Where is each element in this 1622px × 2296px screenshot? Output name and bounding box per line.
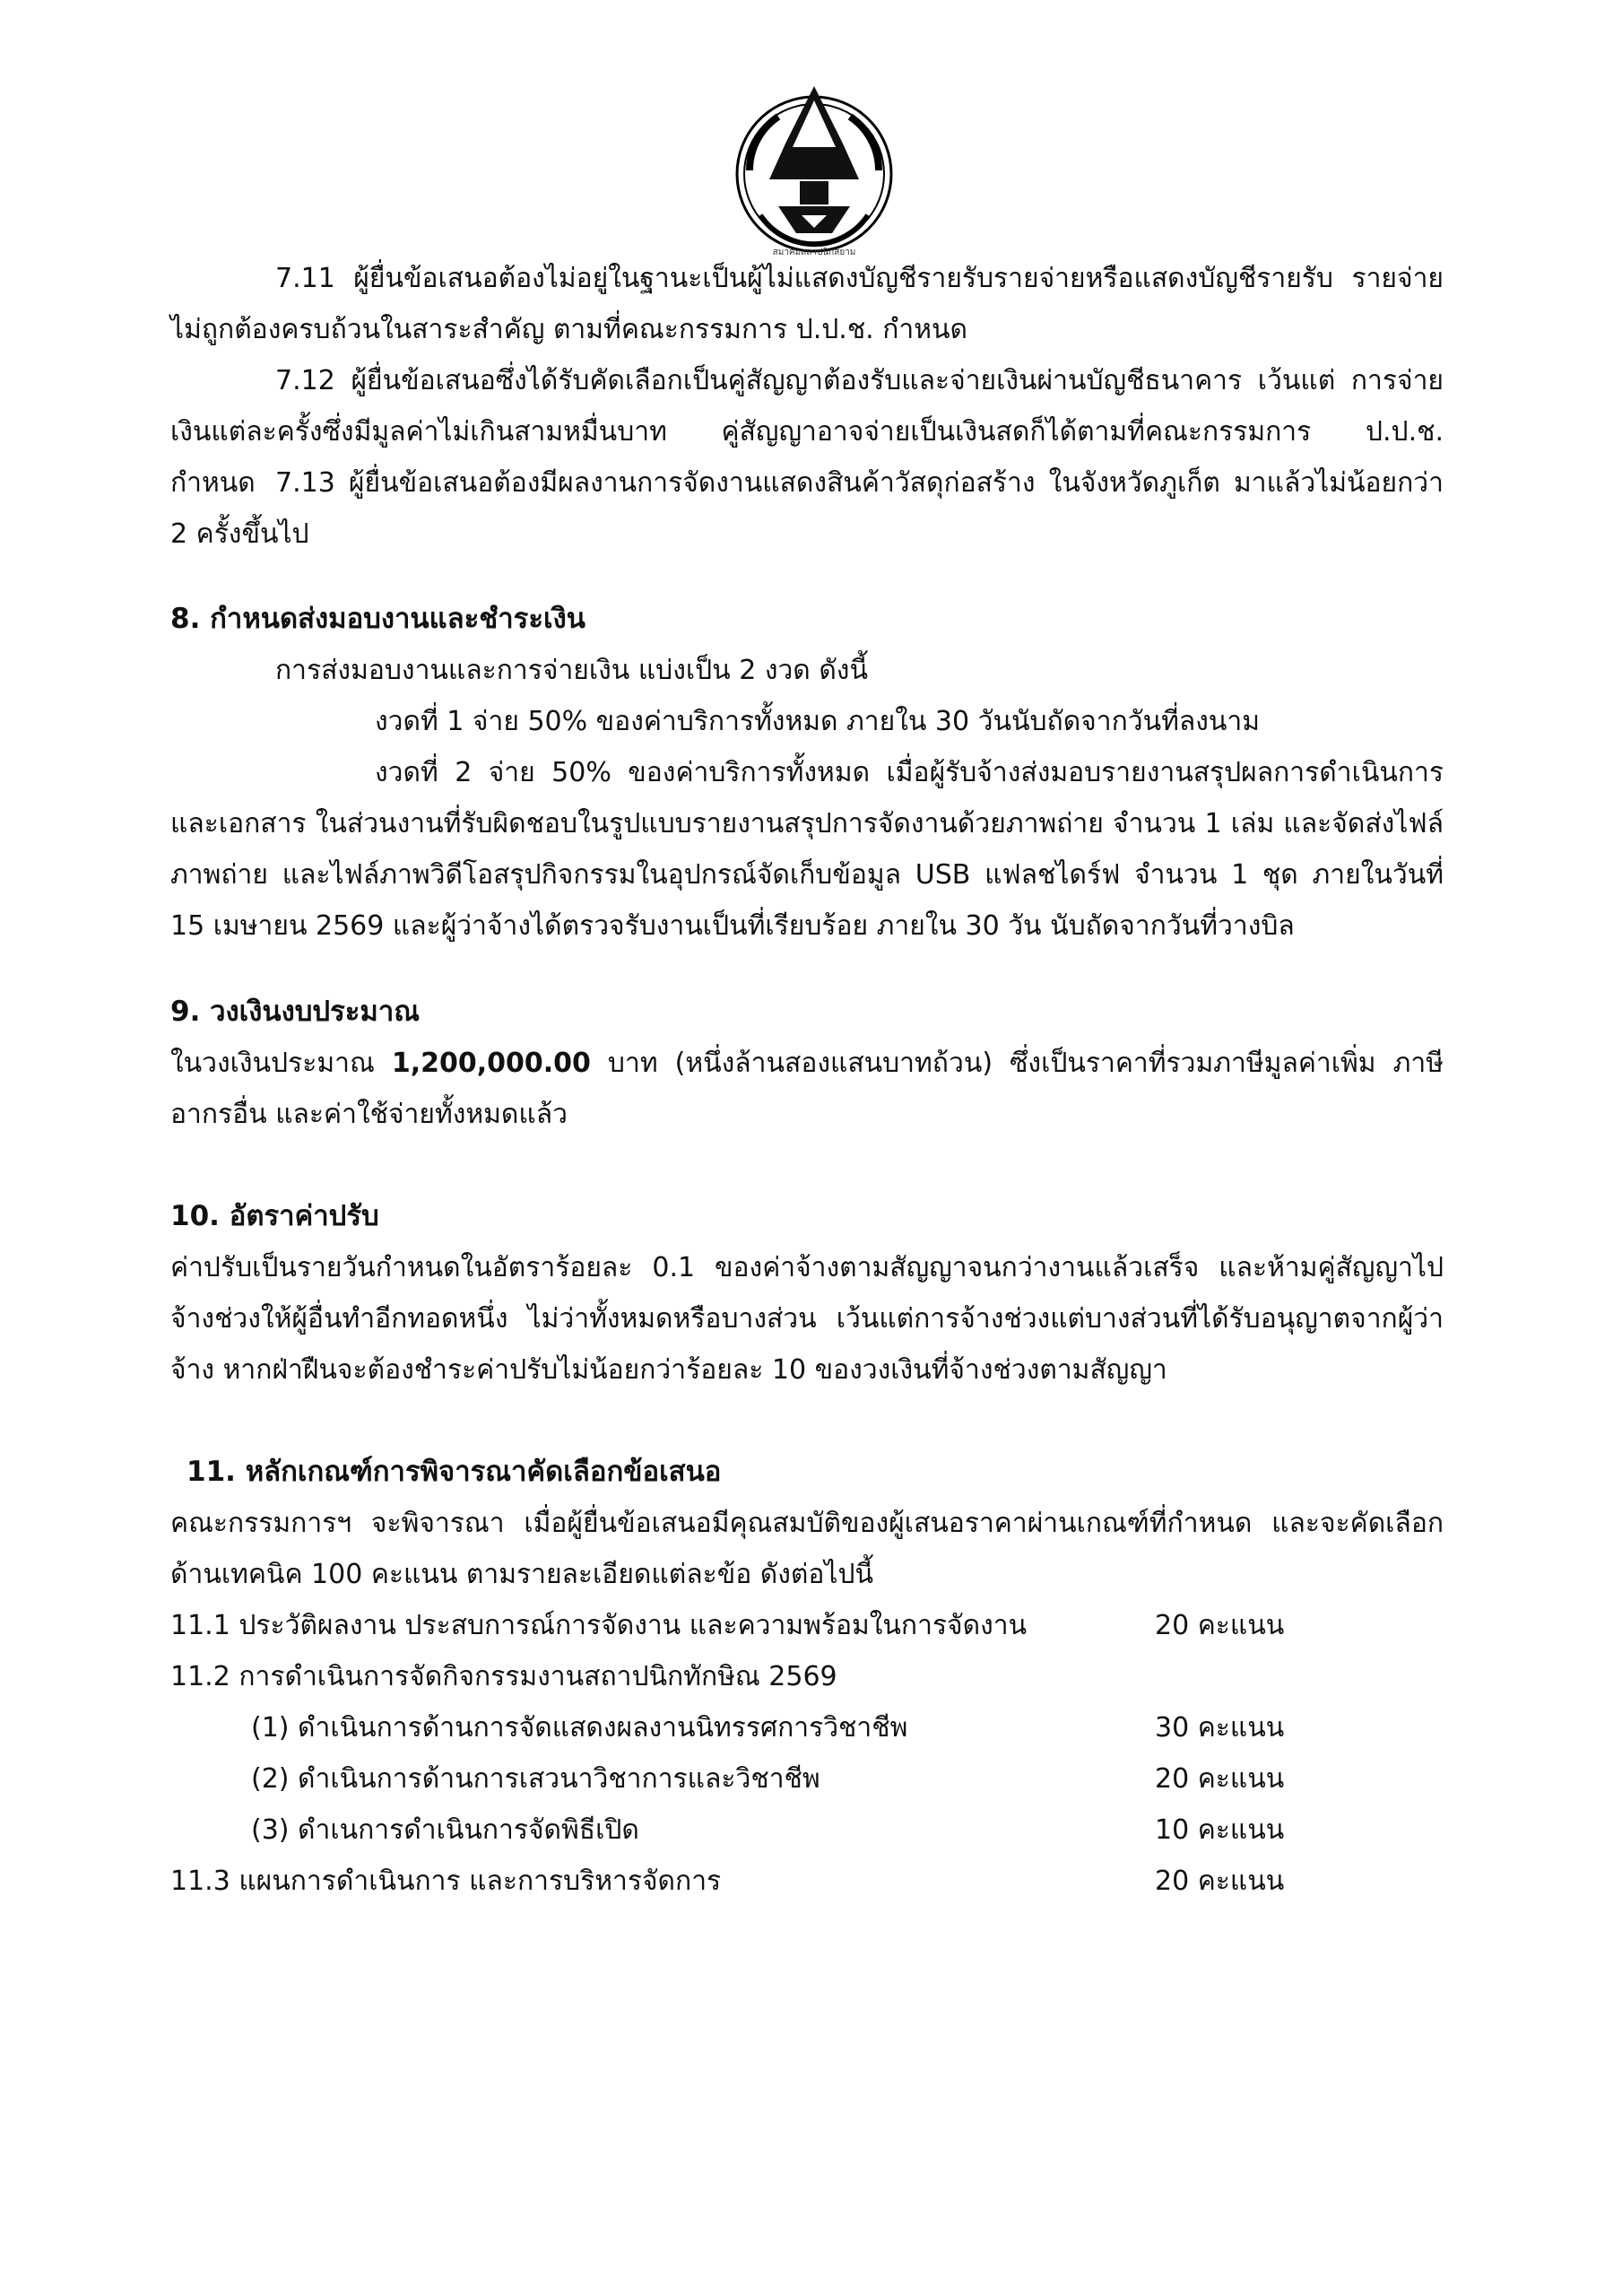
svg-text:สมาคมสถาปนิกสยาม: สมาคมสถาปนิกสยาม <box>772 248 856 257</box>
criterion-11-2-1: (1) ดำเนินการด้านการจัดแสดงผลงานนิทรรศการวิชาชีพ <box>251 1712 908 1744</box>
criterion-11-2-2: (2) ดำเนินการด้านการเสวนาวิชาการและวิชาชีพ <box>251 1763 820 1795</box>
criterion-11-1: 11.1 ประวัติผลงาน ประสบการณ์การจัดงาน และความพร้อมในการจัดงาน <box>170 1610 1028 1641</box>
item-7-12: 7.12 ผู้ยื่นข้อเสนอซึ่งได้รับคัดเลือกเป็นคู่สัญญาต้องรับและจ่ายเงินผ่านบัญชีธนาคาร เว้นแต่ การจ่ายเงินแต่ละครั้งซึ่งมีมูลค่าไม่เกินสามหมื่นบาท คู่สัญญาอาจจ่ายเป็นเงินสดก็ได้ตามที่คณะกรรมการ ป.ป.ช. กำหนด <box>170 365 1444 499</box>
criterion-11-3-score: 20 คะแนน <box>1155 1866 1285 1897</box>
section-8-heading: 8. กำหนดส่งมอบงานและชำระเงิน <box>170 603 585 635</box>
section-8-intro: การส่งมอบงานและการจ่ายเงิน แบ่งเป็น 2 งวด ดังนี้ <box>275 655 868 686</box>
installment-1: งวดที่ 1 จ่าย 50% ของค่าบริการทั้งหมด ภายใน 30 วันนับถัดจากวันที่ลงนาม <box>375 706 1261 737</box>
installment-2: งวดที่ 2 จ่าย 50% ของค่าบริการทั้งหมด เมื่อผู้รับจ้างส่งมอบรายงานสรุปผลการดำเนินการ และเอกสาร ในส่วนงานที่รับผิดชอบในรูปแบบรายงานสรุปการจัดงานด้วยภาพถ่าย จำนวน 1 เล่ม และจัดส่งไฟล์ภาพถ่าย และไฟล์ภาพวิดีโอสรุปกิจกรรมในอุปกรณ์จัดเก็บข้อมูล USB แฟลชไดร์ฟ จำนวน 1 ชุด ภายในวันที่ 15 เมษายน 2569 และผู้ว่าจ้างได้ตรวจรับงานเป็นที่เรียบร้อย ภายใน 30 วัน นับถัดจากวันที่วางบิล <box>170 757 1444 942</box>
section-10-heading: 10. อัตราค่าปรับ <box>170 1200 379 1232</box>
section-11-intro: คณะกรรมการฯ จะพิจารณา เมื่อผู้ยื่นข้อเสนอมีคุณสมบัติของผู้เสนอราคาผ่านเกณฑ์ที่กำหนด และจะคัดเลือกด้านเทคนิค 100 คะแนน ตามรายละเอียดแต่ละข้อ ดังต่อไปนี้ <box>170 1508 1444 1590</box>
criterion-11-1-score: 20 คะแนน <box>1155 1610 1285 1641</box>
institute-seal-logo <box>724 81 904 260</box>
criterion-11-3: 11.3 แผนการดำเนินการ และการบริหารจัดการ <box>170 1866 722 1897</box>
criterion-11-2-3: (3) ดำเนการดำเนินการจัดพิธีเปิด <box>251 1814 639 1846</box>
item-7-11: 7.11 ผู้ยื่นข้อเสนอต้องไม่อยู่ในฐานะเป็นผู้ไม่แสดงบัญชีรายรับรายจ่ายหรือแสดงบัญชีรายรับ รายจ่ายไม่ถูกต้องครบถ้วนในสาระสำคัญ ตามที่คณะกรรมการ ป.ป.ช. กำหนด <box>170 263 1444 345</box>
item-7-13: 7.13 ผู้ยื่นข้อเสนอต้องมีผลงานการจัดงานแสดงสินค้าวัสดุก่อสร้าง ในจังหวัดภูเก็ต มาแล้วไม่น้อยกว่า 2 ครั้งขึ้นไป <box>170 467 1444 550</box>
budget-paragraph: ในวงเงินประมาณ 1,200,000.00 บาท (หนึ่งล้านสองแสนบาทถ้วน) ซึ่งเป็นราคาที่รวมภาษีมูลค่าเพิ่ม ภาษีอากรอื่น และค่าใช้จ่ายทั้งหมดแล้ว <box>170 1048 1444 1130</box>
criterion-11-2: 11.2 การดำเนินการจัดกิจกรรมงานสถาปนิกทักษิณ 2569 <box>170 1661 837 1692</box>
budget-amount: 1,200,000.00 <box>391 1048 591 1079</box>
penalty-paragraph: ค่าปรับเป็นรายวันกำหนดในอัตราร้อยละ 0.1 ของค่าจ้างตามสัญญาจนกว่างานแล้วเสร็จ และห้ามคู่สัญญาไปจ้างช่วงให้ผู้อื่นทำอีกทอดหนึ่ง ไม่ว่าทั้งหมดหรือบางส่วน เว้นแต่การจ้างช่วงแต่บางส่วนที่ได้รับอนุญาตจากผู้ว่าจ้าง หากฝ่าฝืนจะต้องชำระค่าปรับไม่น้อยกว่าร้อยละ 10 ของวงเงินที่จ้างช่วงตามสัญญา <box>170 1252 1444 1386</box>
criterion-11-2-3-score: 10 คะแนน <box>1155 1814 1285 1846</box>
section-11-heading: 11. หลักเกณฑ์การพิจารณาคัดเลือกข้อเสนอ <box>186 1456 722 1488</box>
criterion-11-2-2-score: 20 คะแนน <box>1155 1763 1285 1795</box>
criterion-11-2-1-score: 30 คะแนน <box>1155 1712 1285 1744</box>
section-9-heading: 9. วงเงินงบประมาณ <box>170 996 421 1028</box>
